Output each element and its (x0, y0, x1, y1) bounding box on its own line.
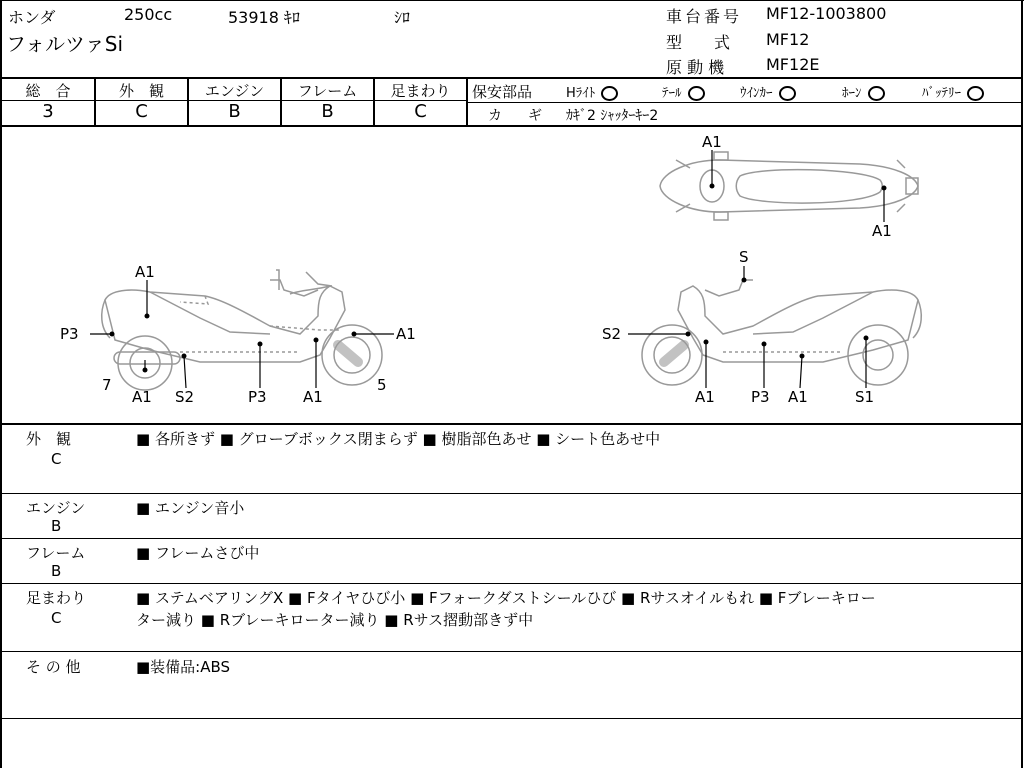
grade-frame-value: B (321, 101, 334, 122)
grade-overall-value: 3 (42, 101, 54, 122)
safety-headlight-label: Hﾗｲﾄ (566, 86, 596, 101)
remark-suspension-text-line2: ター減り ■ Rブレーキローター減り ■ Rサス摺動部きず中 (136, 611, 534, 629)
diagram-label: S2 (602, 325, 622, 343)
model-name: フォルツァSi (6, 32, 124, 56)
grades-bottom-rule (0, 125, 1022, 127)
ok-circle-icon (967, 86, 984, 101)
safety-tail (662, 82, 705, 101)
diagram-label: A1 (303, 388, 323, 406)
diagram-bottom-rule (0, 423, 1022, 425)
safety-battery-label: ﾊﾞｯﾃﾘｰ (922, 86, 961, 101)
remark-suspension-grade: C (51, 609, 62, 627)
displacement: 250cc (124, 5, 173, 24)
scooter-top-view (660, 152, 918, 220)
safety-headlight (566, 82, 618, 101)
remark-suspension-label: 足まわり (26, 589, 87, 607)
type-label: 型 式 (666, 33, 731, 52)
ok-circle-icon (868, 86, 885, 101)
ok-circle-icon (601, 86, 618, 101)
safety-horn (842, 82, 885, 101)
engine-label: 原 動 機 (666, 58, 725, 77)
safety-title: 保安部品 (472, 83, 533, 101)
remark-engine-grade: B (51, 517, 62, 535)
key-value: ｶｷﾞ2 ｼｬｯﾀｰｷｰ2 (566, 108, 659, 124)
border-right (1021, 0, 1023, 768)
frame-no: MF12-1003800 (766, 4, 887, 23)
header-bottom-rule (0, 77, 1022, 79)
grade-engine-label: エンジン (204, 82, 265, 100)
remark-rule-3 (0, 583, 1022, 584)
ok-circle-icon (688, 86, 705, 101)
safety-winker-label: ｳｲﾝｶｰ (740, 86, 773, 101)
color: ｼﾛ (394, 8, 411, 27)
frame-no-label: 車台番号 (666, 7, 743, 26)
remark-exterior-label: 外 観 (26, 430, 72, 448)
remark-frame-label: フレーム (26, 544, 86, 562)
diagram-label: P3 (751, 388, 770, 406)
diagram-label: A1 (396, 325, 416, 343)
diagram-label: A1 (872, 222, 892, 240)
diagram-label: S (739, 248, 749, 266)
grade-engine-value: B (228, 101, 241, 122)
diagram-label: A1 (135, 263, 155, 281)
safety-winker (740, 82, 796, 101)
diagram-label: A1 (702, 133, 722, 151)
grade-exterior-label: 外 観 (118, 82, 164, 100)
scooter-left-view (102, 270, 382, 390)
safety-horn-label: ﾎｰﾝ (842, 86, 862, 101)
remark-rule-5 (0, 718, 1022, 719)
remark-frame-text: ■ フレームさび中 (136, 544, 260, 562)
engine-value: MF12E (766, 55, 820, 74)
diagram-label: A1 (788, 388, 808, 406)
diagram-label: S1 (855, 388, 875, 406)
diagram-label: P3 (248, 388, 267, 406)
grade-divider-5 (466, 77, 468, 125)
scooter-right-view (642, 280, 921, 385)
remark-rule-4 (0, 651, 1022, 652)
diagram-label: A1 (695, 388, 715, 406)
remark-engine-text: ■ エンジン音小 (136, 499, 245, 517)
diagram-label: P3 (60, 325, 79, 343)
grade-suspension-label: 足まわり (390, 82, 451, 100)
diagram-label: S2 (175, 388, 195, 406)
remark-rule-2 (0, 538, 1022, 539)
mileage: 53918 ｷﾛ (228, 8, 300, 27)
remark-frame-grade: B (51, 562, 62, 580)
diagram-label: 7 (102, 376, 112, 394)
remark-engine-label: エンジン (26, 499, 86, 517)
ok-circle-icon (779, 86, 796, 101)
remark-exterior-grade: C (51, 450, 62, 468)
remark-exterior-text: ■ 各所きず ■ グローブボックス閉まらず ■ 樹脂部色あせ ■ シート色あせ中 (136, 430, 661, 448)
type-value: MF12 (766, 30, 810, 49)
grade-frame-label: フレーム (297, 82, 358, 100)
safety-rule (466, 102, 1022, 103)
grade-overall-label: 総 合 (25, 82, 71, 100)
remark-rule-1 (0, 493, 1022, 494)
key-label: カ ギ (488, 108, 548, 124)
safety-tail-label: ﾃｰﾙ (662, 86, 682, 101)
diagram-label: A1 (132, 388, 152, 406)
border-top (0, 0, 1024, 1)
grade-exterior-value: C (135, 101, 148, 122)
remark-suspension-text: ■ ステムベアリングX ■ Fタイヤひび小 ■ Fフォークダストシールひび ■ Rサスオイルもれ ■ Fブレーキロー (136, 589, 876, 607)
remark-other-label: そ の 他 (26, 658, 81, 676)
maker: ホンダ (8, 8, 56, 27)
remark-other-text: ■装備品:ABS (136, 658, 231, 676)
diagram-label: 5 (377, 376, 387, 394)
grade-suspension-value: C (414, 101, 427, 122)
safety-battery (922, 82, 984, 101)
